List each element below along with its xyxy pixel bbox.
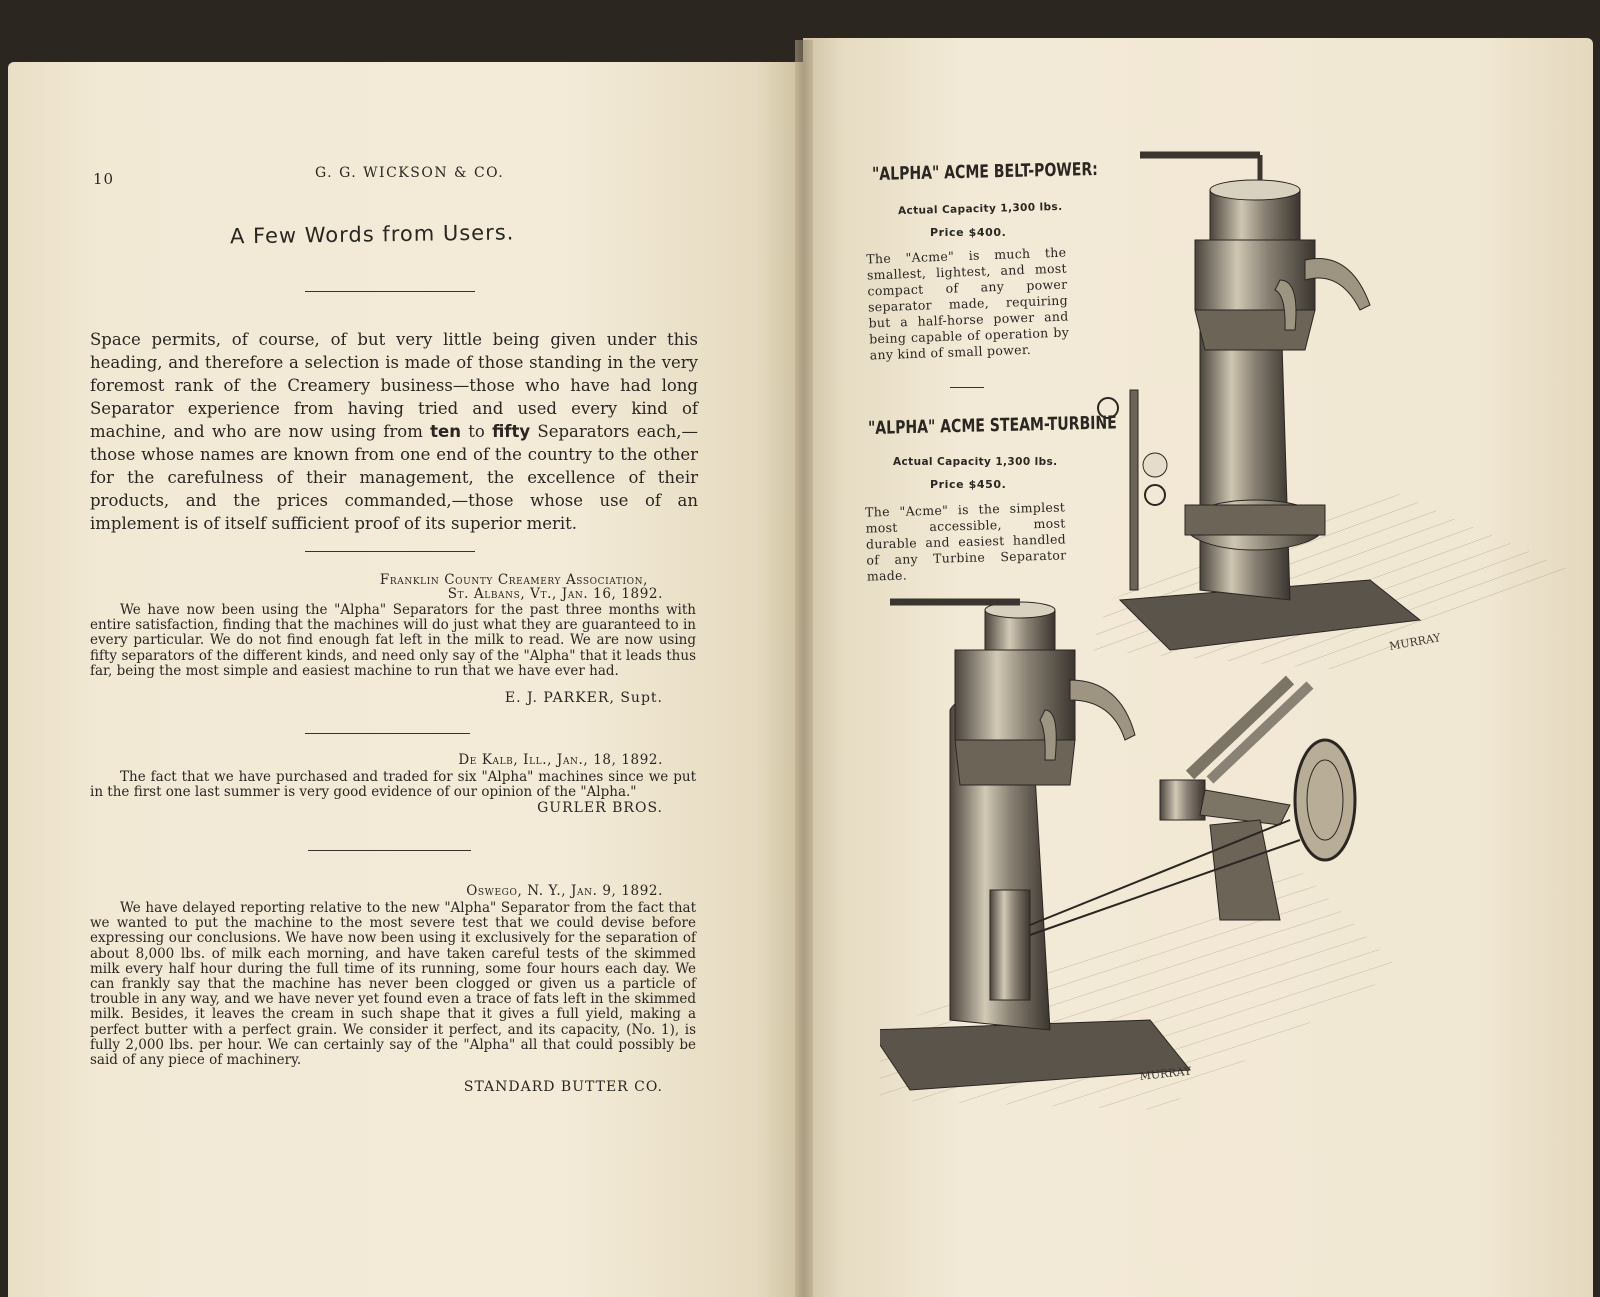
divider-rule	[308, 850, 471, 851]
page-heading: A Few Words from Users.	[229, 220, 515, 249]
ad-title-belt-power: "ALPHA" ACME BELT-POWER:	[871, 158, 1098, 185]
intro-paragraph	[90, 328, 698, 535]
testimonial-signature: E. J. PARKER, Supt.	[504, 690, 663, 706]
testimonial-text: We have delayed reporting relative to the new "Alpha" Separator from the fact that we wanted to put the machine to the most severe test that we could devise before expressing our conclusions. We have now been using it exclusively for the separation of about 8,000 lbs. of milk each morning, and have taken careful tests of the skimmed milk every half hour during the full time of its running, some four hours each day. We can frankly say that the machine has never been clogged or given us a particle of trouble in any way, and we have never yet found even a trace of fats left in the skimmed milk. Besides, it leaves the cream in such shape that it gives a full yield, making a perfect butter with a perfect grain. We consider it perfect, and its capacity, (No. 1), is fully 2,000 lbs. per hour. We can certainly say of the "Alpha" all that could possibly be said of any piece of machinery.	[90, 900, 696, 1069]
testimonial-place: De Kalb, Ill., Jan., 18, 1892.	[458, 752, 663, 768]
divider-rule	[950, 387, 984, 388]
intro-text: Separators each,—those whose names are known from one end of the country to the other for the carefulness of their management, the excellence of their products, and the prices commanded,—those whose use of an implement is of itself sufficient proof of its superior merit.	[90, 422, 698, 533]
engraver-signature: MURRAY	[1138, 1064, 1192, 1083]
testimonial-place: St. Albans, Vt., Jan. 16, 1892.	[447, 586, 663, 602]
ad-price: Price $400.	[930, 226, 1007, 239]
turbine-separator-illustration	[1090, 130, 1580, 670]
divider-rule	[305, 733, 470, 734]
book-gutter	[795, 40, 813, 1297]
belt-power-separator-illustration	[880, 590, 1400, 1110]
intro-text: to	[460, 422, 493, 441]
ad-price: Price $450.	[930, 478, 1007, 491]
divider-rule	[305, 551, 475, 552]
engraver-signature: MURRAY	[1388, 631, 1442, 653]
testimonial-text: The fact that we have purchased and traded for six "Alpha" machines since we put in the first one last summer is very good evidence of our opinion of the "Alpha."	[90, 769, 696, 801]
running-head: G. G. WICKSON & CO.	[315, 165, 505, 181]
testimonial-org: Franklin County Creamery Association,	[379, 572, 648, 588]
testimonial-text: We have now been using the "Alpha" Separators for the past three months with entire satisfaction, finding that the machines will do just what they are guaranteed to in every particular. We do not find enough fat left in the milk to read. We are now using fifty separators of the different kinds, and need only say of the "Alpha" that it leads thus far, being the most simple and easiest machine to run that we have ever had.	[90, 602, 696, 679]
ad-description: The "Acme" is much the smallest, lightest, and most compact of any power separator made, requiring but a half-horse power and being capable of operation by any kind of small power.	[866, 244, 1070, 363]
testimonial-place: Oswego, N. Y., Jan. 9, 1892.	[466, 883, 663, 899]
divider-rule	[305, 291, 475, 292]
intro-emphasis-ten: ten	[430, 422, 461, 441]
testimonial-signature: STANDARD BUTTER CO.	[463, 1079, 663, 1095]
ad-description: The "Acme" is the simplest most accessible, most durable and easiest handled of any Turbine Separator made.	[864, 499, 1067, 584]
page-number: 10	[93, 170, 115, 188]
ad-capacity: Actual Capacity 1,300 lbs.	[897, 200, 1063, 218]
testimonial-signature: GURLER BROS.	[537, 800, 663, 816]
ad-capacity: Actual Capacity 1,300 lbs.	[893, 456, 1058, 468]
intro-text: Space permits, of course, of but very little being given under this heading, and therefore a selection is made of those standing in the very foremost rank of the Creamery business—those who have had long Separator experience from having tried and used every kind of machine, and who are now using from	[90, 330, 698, 441]
intro-emphasis-fifty: fifty	[492, 422, 531, 441]
left-page	[8, 62, 803, 1297]
ad-title-steam-turbine: "ALPHA" ACME STEAM-TURBINE	[867, 412, 1117, 439]
